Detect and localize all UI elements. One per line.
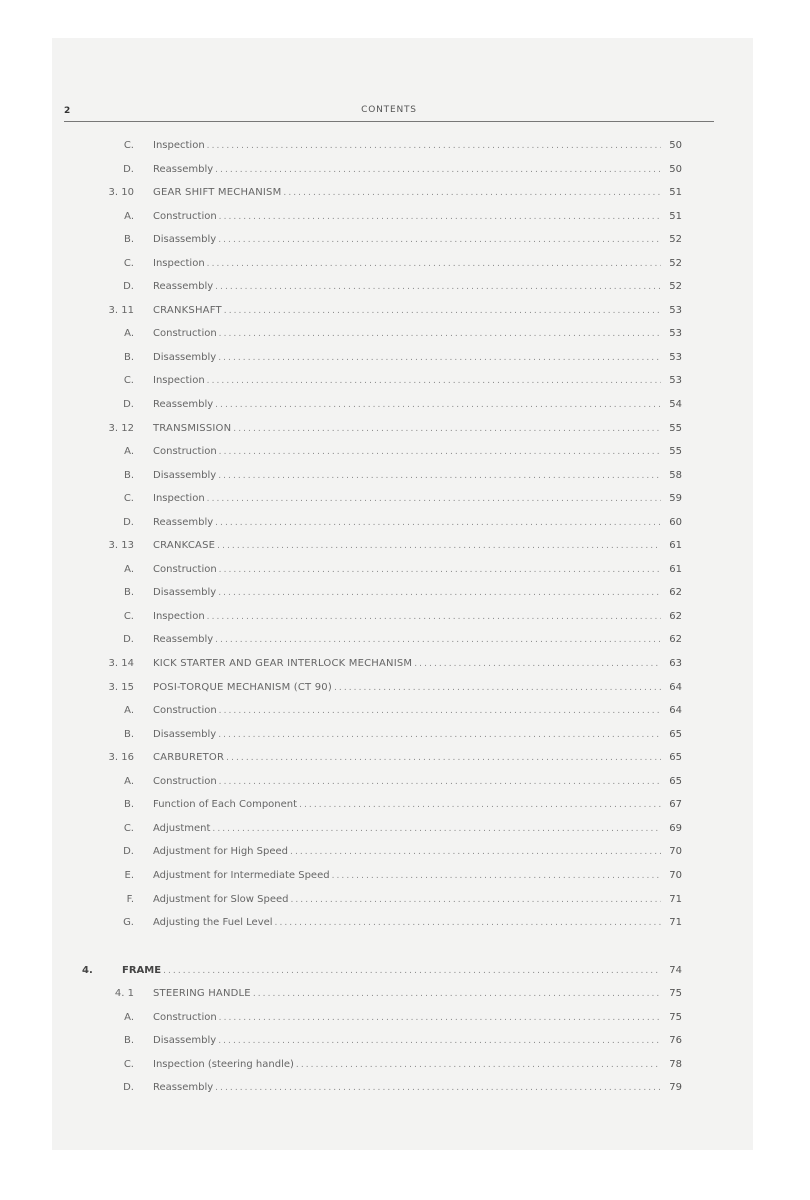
dot-leader — [212, 818, 661, 842]
toc-entry-sub[interactable] — [52, 770, 753, 794]
entry-title-with-leader — [153, 534, 661, 559]
entry-number: D. — [123, 1082, 134, 1094]
entry-title-with-leader — [153, 793, 661, 818]
entry-number: A. — [124, 775, 134, 787]
entry-title: Construction — [153, 1011, 217, 1023]
toc-entry-sec[interactable] — [52, 417, 753, 441]
entry-page-number: 58 — [669, 469, 682, 481]
entry-title: Adjusting the Fuel Level — [153, 917, 273, 929]
dot-leader — [207, 606, 661, 630]
toc-entry-sub[interactable] — [52, 1006, 753, 1030]
dot-leader — [226, 747, 661, 771]
entry-number: 4. — [82, 964, 93, 976]
entry-number: D. — [123, 281, 134, 293]
entry-page-number: 64 — [669, 705, 682, 717]
dot-leader — [215, 629, 661, 653]
dot-leader — [233, 418, 661, 442]
entry-page-number: 55 — [669, 446, 682, 458]
toc-entry-sec[interactable] — [52, 534, 753, 558]
entry-page-number: 50 — [669, 163, 682, 175]
entry-title-with-leader — [153, 299, 661, 324]
entry-title: Construction — [153, 563, 217, 575]
entry-number: D. — [123, 163, 134, 175]
toc-entry-sub[interactable] — [52, 605, 753, 629]
entry-number: B. — [123, 469, 134, 481]
entry-number: 3. 15 — [108, 681, 134, 693]
toc-entry-sec[interactable] — [52, 652, 753, 676]
toc-entry-sub[interactable] — [52, 1053, 753, 1077]
entry-title-with-leader — [153, 628, 661, 653]
entry-page-number: 50 — [669, 140, 682, 151]
entry-page-number: 59 — [669, 493, 682, 505]
toc-entry-sub[interactable] — [52, 158, 753, 182]
dot-leader — [296, 1054, 661, 1078]
entry-number: D. — [123, 516, 134, 528]
entry-page-number: 64 — [669, 681, 682, 693]
entry-number: D. — [123, 634, 134, 646]
entry-number: 3. 12 — [108, 422, 134, 434]
toc-entry-sub[interactable] — [52, 205, 753, 229]
dot-leader — [218, 724, 661, 748]
toc-entry-sub[interactable] — [52, 346, 753, 370]
entry-page-number: 61 — [669, 563, 682, 575]
entry-title: Reassembly — [153, 163, 214, 175]
toc-entry-sub[interactable] — [52, 275, 753, 299]
entry-title-with-leader — [153, 252, 661, 277]
entry-number: G. — [123, 917, 134, 929]
dot-leader — [219, 1007, 661, 1031]
toc-entry-sec[interactable] — [52, 676, 753, 700]
dot-leader — [334, 677, 661, 701]
entry-number: A. — [124, 563, 134, 575]
dot-leader — [215, 394, 661, 418]
entry-title: CRANKCASE — [153, 540, 216, 552]
toc-entry-sub[interactable] — [52, 558, 753, 582]
entry-title: Reassembly — [153, 281, 214, 293]
entry-number: A. — [124, 446, 134, 458]
entry-number: B. — [123, 587, 134, 599]
entry-page-number: 53 — [669, 351, 682, 363]
entry-title: STEERING HANDLE — [153, 988, 251, 1000]
dot-leader — [219, 323, 661, 347]
dot-leader — [207, 370, 661, 394]
entry-number: E. — [124, 869, 134, 881]
entry-title: Adjustment for Slow Speed — [153, 893, 289, 905]
entry-page-number: 61 — [669, 540, 682, 552]
entry-title-with-leader — [153, 181, 661, 206]
entry-title: Inspection (steering handle) — [153, 1058, 294, 1070]
entry-title-with-leader — [153, 417, 661, 442]
entry-title: Inspection — [153, 375, 205, 387]
entry-title: Disassembly — [153, 469, 217, 481]
entry-number: 3. 10 — [108, 187, 134, 199]
entry-page-number: 63 — [669, 658, 682, 670]
entry-page-number: 71 — [669, 893, 682, 905]
entry-number: F. — [126, 893, 134, 905]
entry-title: CARBURETOR — [153, 752, 225, 764]
toc-entry-sub[interactable] — [52, 252, 753, 276]
entry-page-number: 51 — [669, 187, 682, 199]
entry-title: Adjustment for Intermediate Speed — [153, 869, 330, 881]
dot-leader — [299, 794, 661, 818]
toc-entry-sec[interactable] — [52, 746, 753, 770]
entry-number: 3. 11 — [108, 304, 134, 316]
toc-entry-sub[interactable] — [52, 864, 753, 888]
dot-leader — [207, 135, 661, 159]
dot-leader — [218, 229, 661, 253]
entry-title-with-leader — [153, 1029, 661, 1054]
entry-number: A. — [124, 1011, 134, 1023]
entry-title-with-leader — [153, 558, 661, 583]
entry-title-with-leader — [153, 770, 661, 795]
toc-entry-sub[interactable] — [52, 699, 753, 723]
table-of-contents — [52, 134, 753, 1100]
entry-page-number: 53 — [669, 304, 682, 316]
entry-title-with-leader — [153, 605, 661, 630]
toc-entry-sub[interactable] — [52, 487, 753, 511]
entry-title: FRAME — [122, 964, 162, 976]
entry-page-number: 65 — [669, 752, 682, 764]
entry-page-number: 53 — [669, 375, 682, 387]
entry-page-number: 55 — [669, 422, 682, 434]
entry-title-with-leader — [153, 322, 661, 347]
entry-title: Disassembly — [153, 587, 217, 599]
entry-title: Disassembly — [153, 728, 217, 740]
toc-entry-sub[interactable] — [52, 134, 753, 158]
toc-entry-sub[interactable] — [52, 793, 753, 817]
dot-leader — [219, 559, 661, 583]
toc-entry-sub[interactable] — [52, 1029, 753, 1053]
entry-title-with-leader — [153, 676, 661, 701]
entry-page-number: 51 — [669, 210, 682, 222]
entry-page-number: 65 — [669, 775, 682, 787]
entry-title-with-leader — [153, 864, 661, 889]
dot-leader — [283, 182, 661, 206]
toc-entry-sub[interactable] — [52, 723, 753, 747]
entry-number: A. — [124, 328, 134, 340]
entry-title: Reassembly — [153, 634, 214, 646]
dot-leader — [207, 253, 661, 277]
entry-page-number: 79 — [669, 1082, 682, 1094]
toc-block-section-4 — [52, 959, 753, 1100]
entry-title-with-leader — [153, 487, 661, 512]
dot-leader — [215, 276, 661, 300]
entry-title-with-leader — [153, 888, 661, 913]
entry-title-with-leader — [153, 346, 661, 371]
entry-number: 3. 13 — [108, 540, 134, 552]
entry-title-with-leader — [153, 723, 661, 748]
entry-title-with-leader — [153, 464, 661, 489]
dot-leader — [253, 983, 661, 1007]
dot-leader — [332, 865, 661, 889]
entry-title-with-leader — [153, 652, 661, 677]
entry-page-number: 54 — [669, 399, 682, 411]
entry-number: C. — [123, 610, 134, 622]
entry-title: POSI-TORQUE MECHANISM (CT 90) — [153, 681, 332, 693]
entry-page-number: 52 — [669, 281, 682, 293]
entry-title-with-leader — [153, 275, 661, 300]
toc-entry-sub[interactable] — [52, 888, 753, 912]
entry-title: Construction — [153, 210, 217, 222]
entry-title: GEAR SHIFT MECHANISM — [153, 187, 282, 199]
block-spacer — [52, 935, 753, 959]
entry-number: C. — [123, 1058, 134, 1070]
entry-page-number: 60 — [669, 516, 682, 528]
dot-leader — [163, 960, 661, 984]
entry-number: D. — [123, 846, 134, 858]
entry-page-number: 62 — [669, 634, 682, 646]
dot-leader — [275, 912, 661, 936]
entry-number: C. — [123, 140, 134, 151]
entry-title-with-leader — [153, 134, 661, 159]
document-page — [52, 38, 753, 1150]
entry-title-with-leader — [122, 959, 661, 984]
entry-title: Reassembly — [153, 399, 214, 411]
toc-entry-sub[interactable] — [52, 228, 753, 252]
entry-number: C. — [123, 257, 134, 269]
toc-block-section-3 — [52, 134, 753, 935]
dot-leader — [219, 206, 661, 230]
entry-title: Reassembly — [153, 516, 214, 528]
toc-entry-sub[interactable] — [52, 817, 753, 841]
entry-number: B. — [123, 728, 134, 740]
entry-page-number: 67 — [669, 799, 682, 811]
toc-entry-sub[interactable] — [52, 511, 753, 535]
entry-title-with-leader — [153, 911, 661, 936]
entry-number: C. — [123, 822, 134, 834]
dot-leader — [218, 1030, 661, 1054]
toc-entry-sub[interactable] — [52, 322, 753, 346]
entry-page-number: 62 — [669, 610, 682, 622]
entry-title: Inspection — [153, 610, 205, 622]
dot-leader — [219, 700, 661, 724]
toc-entry-sub[interactable] — [52, 440, 753, 464]
entry-title-with-leader — [153, 1076, 661, 1101]
toc-entry-sub[interactable] — [52, 393, 753, 417]
entry-number: B. — [123, 234, 134, 246]
entry-title-with-leader — [153, 228, 661, 253]
entry-title: Inspection — [153, 257, 205, 269]
entry-title-with-leader — [153, 817, 661, 842]
entry-page-number: 70 — [669, 869, 682, 881]
entry-title-with-leader — [153, 982, 661, 1007]
toc-entry-sec[interactable] — [52, 181, 753, 205]
entry-page-number: 70 — [669, 846, 682, 858]
entry-title: Construction — [153, 328, 217, 340]
entry-title: Inspection — [153, 493, 205, 505]
entry-page-number: 52 — [669, 257, 682, 269]
page-header — [64, 102, 714, 122]
entry-number: 4. 1 — [114, 988, 134, 1000]
entry-number: B. — [123, 1035, 134, 1047]
toc-entry-sub[interactable] — [52, 464, 753, 488]
entry-title: CRANKSHAFT — [153, 304, 222, 316]
entry-number: A. — [124, 705, 134, 717]
dot-leader — [219, 441, 661, 465]
page-title: CONTENTS — [361, 105, 417, 115]
entry-title-with-leader — [153, 1053, 661, 1078]
entry-title: Construction — [153, 705, 217, 717]
entry-page-number: 52 — [669, 234, 682, 246]
entry-page-number: 69 — [669, 822, 682, 834]
dot-leader — [218, 582, 661, 606]
entry-title: Disassembly — [153, 234, 217, 246]
entry-page-number: 75 — [669, 1011, 682, 1023]
entry-page-number: 75 — [669, 988, 682, 1000]
entry-number: 3. 16 — [108, 752, 134, 764]
dot-leader — [215, 512, 661, 536]
toc-entry-sub[interactable] — [52, 911, 753, 935]
entry-title: Adjustment — [153, 822, 211, 834]
dot-leader — [219, 771, 661, 795]
entry-title: Inspection — [153, 140, 205, 151]
dot-leader — [224, 300, 661, 324]
entry-page-number: 78 — [669, 1058, 682, 1070]
entry-number: B. — [123, 799, 134, 811]
entry-title-with-leader — [153, 393, 661, 418]
entry-page-number: 76 — [669, 1035, 682, 1047]
entry-title: Construction — [153, 775, 217, 787]
entry-title-with-leader — [153, 1006, 661, 1031]
dot-leader — [215, 1077, 661, 1101]
dot-leader — [217, 535, 661, 559]
dot-leader — [290, 841, 661, 865]
entry-number: C. — [123, 493, 134, 505]
entry-title: Disassembly — [153, 1035, 217, 1047]
toc-entry-chap[interactable] — [52, 959, 753, 983]
entry-title-with-leader — [153, 440, 661, 465]
dot-leader — [218, 347, 661, 371]
entry-title: Disassembly — [153, 351, 217, 363]
entry-title-with-leader — [153, 699, 661, 724]
entry-title: TRANSMISSION — [153, 422, 232, 434]
entry-number: D. — [123, 399, 134, 411]
entry-title: KICK STARTER AND GEAR INTERLOCK MECHANISM — [153, 658, 413, 670]
toc-entry-sub[interactable] — [52, 369, 753, 393]
header-rule — [64, 121, 714, 122]
entry-title-with-leader — [153, 511, 661, 536]
entry-title: Adjustment for High Speed — [153, 846, 289, 858]
entry-number: 3. 14 — [108, 658, 134, 670]
entry-page-number: 74 — [669, 964, 682, 976]
entry-title: Construction — [153, 446, 217, 458]
entry-page-number: 53 — [669, 328, 682, 340]
toc-entry-sec[interactable] — [52, 982, 753, 1006]
toc-entry-sub[interactable] — [52, 1076, 753, 1100]
entry-title-with-leader — [153, 840, 661, 865]
entry-title-with-leader — [153, 581, 661, 606]
entry-title-with-leader — [153, 158, 661, 183]
entry-page-number: 65 — [669, 728, 682, 740]
toc-entry-sub[interactable] — [52, 581, 753, 605]
entry-number: C. — [123, 375, 134, 387]
dot-leader — [290, 889, 661, 913]
entry-number: B. — [123, 351, 134, 363]
entry-title-with-leader — [153, 369, 661, 394]
entry-title-with-leader — [153, 205, 661, 230]
entry-page-number: 62 — [669, 587, 682, 599]
dot-leader — [414, 653, 661, 677]
toc-entry-sub[interactable] — [52, 840, 753, 864]
toc-entry-sub[interactable] — [52, 628, 753, 652]
dot-leader — [207, 488, 661, 512]
entry-title: Function of Each Component — [153, 799, 298, 811]
page-number: 2 — [64, 106, 71, 116]
entry-title-with-leader — [153, 746, 661, 771]
entry-number: A. — [124, 210, 134, 222]
toc-entry-sec[interactable] — [52, 299, 753, 323]
dot-leader — [215, 159, 661, 183]
entry-title: Reassembly — [153, 1082, 214, 1094]
entry-page-number: 71 — [669, 917, 682, 929]
dot-leader — [218, 465, 661, 489]
